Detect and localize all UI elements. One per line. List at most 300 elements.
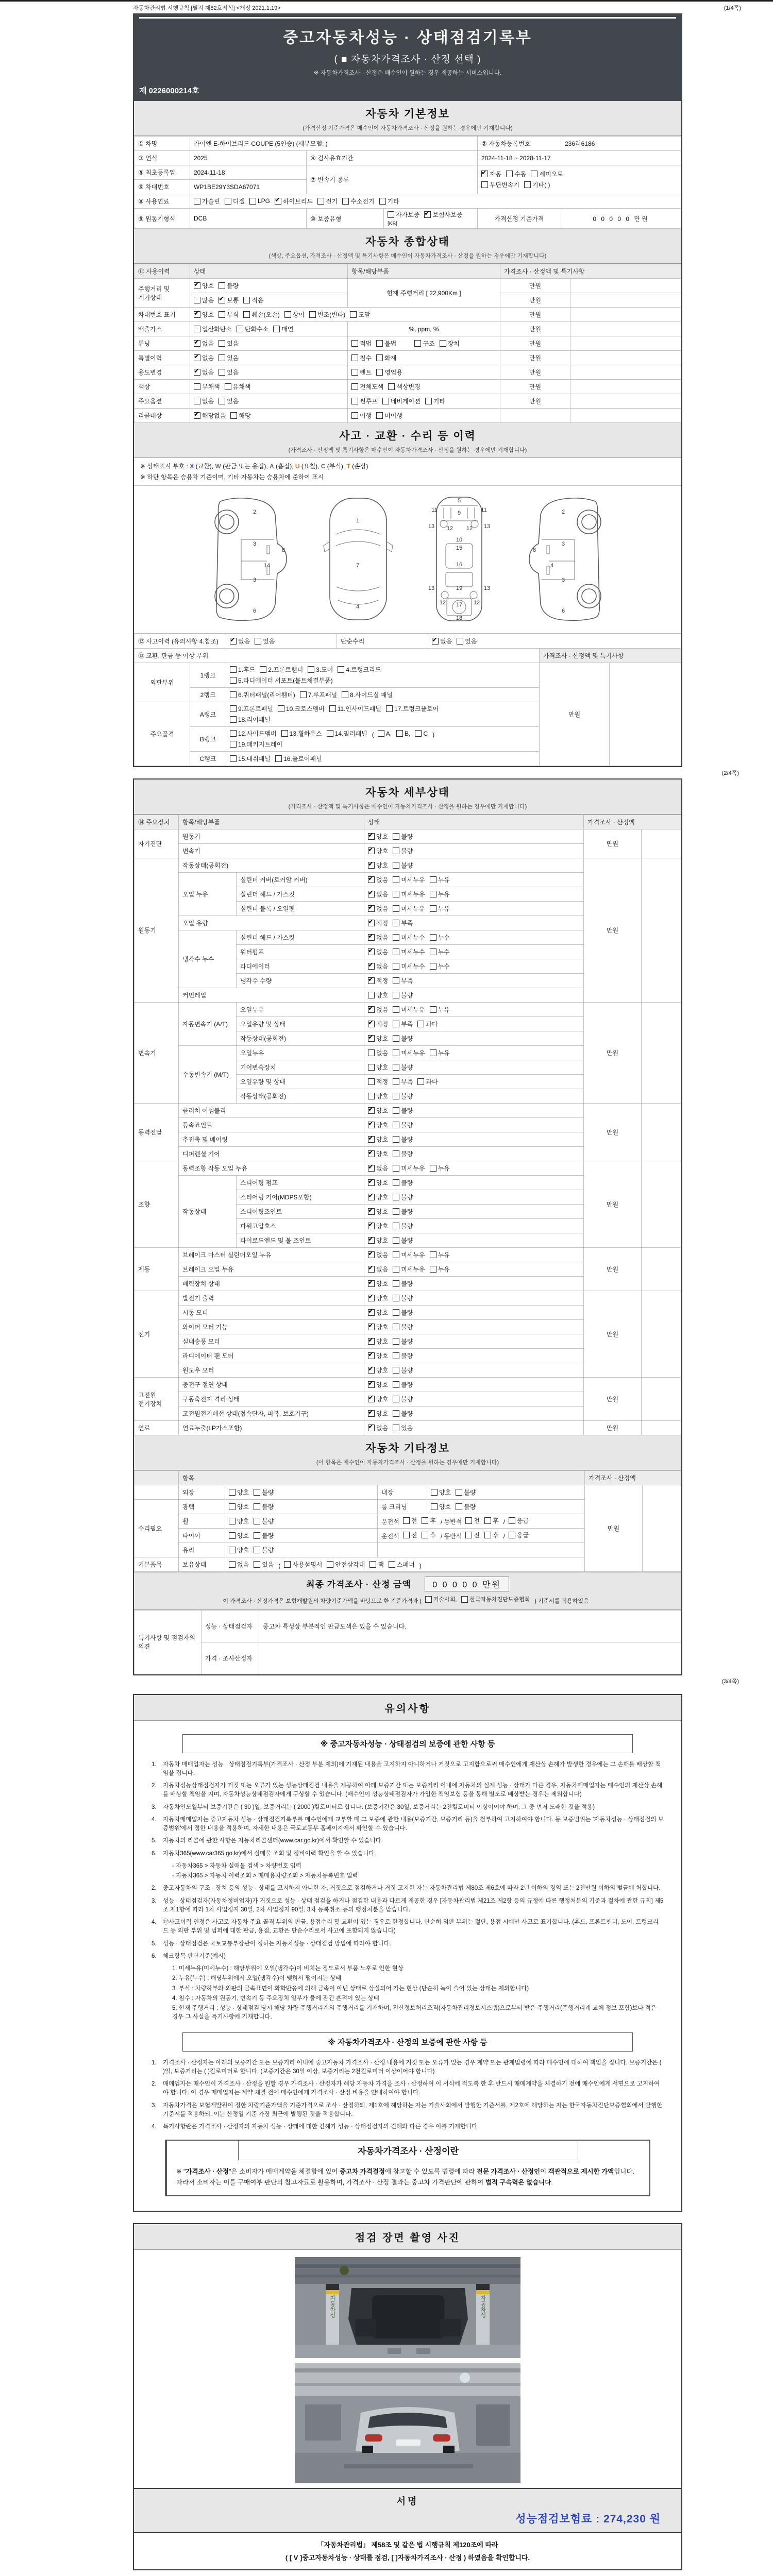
text-token: / bbox=[503, 1533, 505, 1540]
text-segment: A bbox=[270, 463, 274, 470]
checkbox-구조[interactable]: 구조 bbox=[414, 339, 434, 348]
checkbox-5.라디에이터 서포트(볼트체결부품)[interactable]: 5.라디에이터 서포트(볼트체결부품) bbox=[230, 676, 333, 685]
checkbox-불량[interactable]: 불량 bbox=[393, 1063, 413, 1072]
checkbox-이행[interactable]: 이행 bbox=[351, 411, 372, 420]
checkbox-누유[interactable]: 누유 bbox=[430, 1048, 450, 1057]
checkbox-양호[interactable]: ✔ 양호 bbox=[368, 846, 388, 855]
rank-label: A랭크 bbox=[190, 702, 226, 727]
checkbox-9.프론트패널[interactable]: 9.프론트패널 bbox=[230, 704, 273, 713]
checkbox-후[interactable]: 후 bbox=[422, 1516, 436, 1525]
diagram-number: 10 bbox=[456, 537, 462, 543]
wheel-position-checks bbox=[378, 1514, 585, 1529]
checkbox-양호[interactable]: ✔ 양호 bbox=[368, 1149, 388, 1158]
column-header: 상태 bbox=[364, 815, 584, 829]
checkbox-box bbox=[368, 1194, 375, 1200]
text-segment: T bbox=[346, 463, 350, 470]
checkbox-양호[interactable]: ✔ 양호 bbox=[368, 861, 388, 870]
diagram-number: 4 bbox=[356, 604, 359, 610]
checkbox-box bbox=[414, 340, 421, 347]
checkbox-부족[interactable]: 부족 bbox=[393, 1077, 413, 1086]
item-label: 시동 모터 bbox=[179, 1306, 364, 1320]
item-label: 윈도우 모터 bbox=[179, 1363, 364, 1378]
checkbox-box bbox=[254, 1561, 260, 1568]
text-segment: 법적 구속력은 없습니다 bbox=[485, 2178, 551, 2186]
checkbox-10.크로스멤버[interactable]: 10.크로스멤버 bbox=[278, 704, 325, 713]
text-segment: C bbox=[321, 463, 326, 470]
text-segment: (손상) bbox=[350, 463, 368, 470]
checkbox-불량[interactable]: 불량 bbox=[254, 1488, 274, 1497]
remark-cell bbox=[570, 336, 681, 351]
checkbox-불량[interactable]: 불량 bbox=[393, 1135, 413, 1144]
checkbox-11.인사이드패널[interactable]: 11.인사이드패널 bbox=[329, 704, 381, 713]
checkbox-불량[interactable]: 불량 bbox=[456, 1502, 476, 1511]
checkbox-없음[interactable]: ✔ 없음 bbox=[368, 875, 388, 884]
checkbox-미세누유[interactable]: 미세누유 bbox=[393, 1048, 425, 1057]
options-checks bbox=[190, 394, 348, 409]
checkbox-box bbox=[456, 1503, 462, 1510]
checkbox-전[interactable]: 전 bbox=[465, 1516, 480, 1525]
checkbox-누유[interactable]: 누유 bbox=[430, 1164, 450, 1173]
frame-group-label: 주요골격 bbox=[135, 702, 190, 766]
checkbox-일산화탄소[interactable]: 일산화탄소 bbox=[194, 325, 232, 333]
checkbox-하이브리드[interactable]: ✔ 하이브리드 bbox=[275, 197, 313, 206]
checkbox-누유[interactable]: 누유 bbox=[430, 890, 450, 899]
item-label: 워터펌프 bbox=[237, 945, 364, 959]
checkbox-box bbox=[237, 326, 243, 332]
warranty-type-checks bbox=[384, 209, 478, 229]
checkbox-침수[interactable]: 침수 bbox=[351, 353, 372, 362]
checkbox-양호[interactable]: 양호 bbox=[368, 1063, 388, 1072]
checkbox-불량[interactable]: 불량 bbox=[393, 1279, 413, 1288]
state-checks bbox=[364, 1378, 584, 1392]
group-label bbox=[135, 1485, 179, 1500]
checkbox-전체도색[interactable]: 전체도색 bbox=[351, 382, 383, 391]
checkbox-영업용[interactable]: 영업용 bbox=[376, 368, 402, 377]
checkbox-후[interactable]: 후 bbox=[422, 1531, 436, 1539]
diagram-number: 13 bbox=[483, 585, 490, 591]
checkbox-양호[interactable]: 양호 bbox=[229, 1531, 249, 1540]
final-price-label: 최종 가격조사 · 산정 금액 bbox=[306, 1580, 411, 1589]
checkbox-무채색[interactable]: 무채색 bbox=[194, 382, 220, 391]
checkbox-과다[interactable]: 과다 bbox=[417, 1020, 438, 1028]
checkbox-색상변경[interactable]: 색상변경 bbox=[388, 382, 420, 391]
checkbox-무단변속기[interactable]: 무단변속기 bbox=[481, 180, 519, 189]
accident-history-checks bbox=[226, 634, 337, 649]
checkbox-미이행[interactable]: 미이행 bbox=[376, 411, 402, 420]
checkbox-가솔린[interactable]: 가솔린 bbox=[194, 197, 220, 206]
checkbox-불량[interactable]: 불량 bbox=[254, 1502, 274, 1511]
checkbox-도말[interactable]: 도말 bbox=[350, 310, 370, 319]
checkbox-C[interactable]: C bbox=[415, 730, 428, 737]
checkbox-불량[interactable]: 불량 bbox=[393, 1121, 413, 1129]
checkbox-box bbox=[368, 1237, 375, 1244]
checkbox-미세누유[interactable]: 미세누유 bbox=[393, 1005, 425, 1014]
diagram-number: 1 bbox=[356, 518, 359, 524]
checkbox-8.사이드실 패널[interactable]: 8.사이드실 패널 bbox=[342, 690, 393, 699]
checkbox-많음[interactable]: 많음 bbox=[194, 296, 214, 304]
checkbox-전[interactable]: 전 bbox=[403, 1516, 417, 1525]
remark-cell bbox=[642, 1161, 681, 1248]
checkbox-있음[interactable]: 있음 bbox=[255, 637, 275, 646]
checkbox-box bbox=[327, 1561, 333, 1568]
checkbox-없음[interactable]: ✔ 없음 bbox=[368, 904, 388, 913]
checkbox-box bbox=[393, 1150, 399, 1157]
checkbox-없음[interactable]: ✔ 없음 bbox=[368, 1250, 388, 1259]
checkbox-불량[interactable]: 불량 bbox=[393, 1323, 413, 1331]
checkbox-2.프론트휀더[interactable]: 2.프론트휀더 bbox=[260, 665, 303, 674]
checkbox-양호[interactable]: 양호 bbox=[368, 991, 388, 999]
notice-item-text: 자동차 매매업자는 성능 · 상태점검기록부(가격조사 · 산정 부분 제외)에 기재된 내용을 고지하지 아니하거나 거짓으로 고지함으로써 매수인에게 재산상 손해가 발생한 경우에는 그 손해를 배상할 책임을 집니다. bbox=[163, 1761, 661, 1776]
checkbox-양호[interactable]: 양호 bbox=[229, 1502, 249, 1511]
checkbox-불량[interactable]: 불량 bbox=[393, 1222, 413, 1230]
checkbox-불량[interactable]: 불량 bbox=[393, 1149, 413, 1158]
checkbox-전[interactable]: 전 bbox=[403, 1531, 417, 1539]
checkbox-box bbox=[393, 848, 399, 854]
remark-cell bbox=[570, 365, 681, 380]
checkbox-19.패키지트레이[interactable]: 19.패키지트레이 bbox=[230, 740, 282, 749]
checkbox-없음[interactable]: ✔ 없음 bbox=[230, 637, 250, 646]
checkbox-box bbox=[254, 1489, 260, 1496]
checkbox-누유[interactable]: 누유 bbox=[430, 875, 450, 884]
checkbox-3.도어[interactable]: 3.도어 bbox=[308, 665, 333, 674]
checkbox-미세누유[interactable]: 미세누유 bbox=[393, 904, 425, 913]
checkbox-변조(변타)[interactable]: 변조(변타) bbox=[309, 310, 345, 319]
checkbox-누수[interactable]: 누수 bbox=[430, 962, 450, 971]
checkbox-양호[interactable]: ✔ 양호 bbox=[368, 1222, 388, 1230]
checkbox-불량[interactable]: 불량 bbox=[393, 1106, 413, 1115]
checkbox-부족[interactable]: 부족 bbox=[393, 919, 413, 927]
checkbox-불량[interactable]: 불량 bbox=[393, 1337, 413, 1346]
checkbox-보통[interactable]: ✔ 보통 bbox=[219, 296, 239, 304]
checkbox-양호[interactable]: ✔ 양호 bbox=[368, 1409, 388, 1418]
checkbox-누수[interactable]: 누수 bbox=[430, 933, 450, 942]
checkbox-양호[interactable]: ✔ 양호 bbox=[194, 281, 214, 290]
checkbox-네비게이션[interactable]: 네비게이션 bbox=[382, 397, 421, 405]
checkbox-자동[interactable]: ✔ 자동 bbox=[481, 170, 501, 178]
checkbox-15.대쉬패널[interactable]: 15.대쉬패널 bbox=[230, 754, 271, 763]
checkbox-불량[interactable]: 불량 bbox=[393, 1236, 413, 1245]
notice-item bbox=[152, 1884, 664, 1893]
checkbox-없음[interactable]: ✔ 없음 bbox=[368, 1423, 388, 1432]
checkbox-있음[interactable]: 있음 bbox=[219, 339, 239, 348]
state-checks bbox=[364, 1205, 584, 1219]
checkbox-불법[interactable]: 불법 bbox=[376, 339, 396, 348]
price-cell: 만원 bbox=[500, 380, 570, 394]
checkbox-미세누유[interactable]: 미세누유 bbox=[393, 1265, 425, 1274]
checkbox-없음[interactable]: ✔ 없음 bbox=[194, 339, 214, 348]
checkbox-해당[interactable]: 해당 bbox=[230, 411, 250, 420]
checkbox-box bbox=[243, 311, 250, 318]
checkbox-기타[interactable]: 기타 bbox=[425, 397, 445, 405]
checkbox-불량[interactable]: 불량 bbox=[393, 1178, 413, 1187]
checkbox-양호[interactable]: 양호 bbox=[229, 1546, 249, 1554]
notice-item bbox=[152, 1940, 664, 1948]
checkbox-있음[interactable]: 있음 bbox=[219, 353, 239, 362]
checkbox-불량[interactable]: 불량 bbox=[393, 1351, 413, 1360]
checkbox-불량[interactable]: 불량 bbox=[393, 846, 413, 855]
checkbox-양호[interactable]: ✔ 양호 bbox=[368, 1395, 388, 1403]
checkbox-부족[interactable]: 부족 bbox=[393, 976, 413, 985]
checkbox-있음[interactable]: 있음 bbox=[393, 1423, 413, 1432]
checkbox-훼손(오손)[interactable]: 훼손(오손) bbox=[243, 310, 279, 319]
checkbox-양호[interactable]: ✔ 양호 bbox=[368, 1279, 388, 1288]
checkbox-양호[interactable]: ✔ 양호 bbox=[368, 1294, 388, 1302]
checkbox-불량[interactable]: 불량 bbox=[393, 1294, 413, 1302]
checkbox-있음[interactable]: 있음 bbox=[457, 637, 477, 646]
checkbox-있음[interactable]: 있음 bbox=[254, 1560, 274, 1569]
checkbox-6.쿼터패널(리어휀더)[interactable]: 6.쿼터패널(리어휀더) bbox=[230, 690, 295, 699]
checkbox-box bbox=[351, 383, 358, 390]
checkbox-세미오토[interactable]: 세미오토 bbox=[531, 170, 563, 178]
checkbox-전[interactable]: 전 bbox=[465, 1531, 480, 1539]
checkbox-양호[interactable]: ✔ 양호 bbox=[194, 310, 214, 319]
checkbox-부족[interactable]: 부족 bbox=[393, 1020, 413, 1028]
checkbox-불량[interactable]: 불량 bbox=[393, 1193, 413, 1201]
checkbox-16.플로어패널[interactable]: 16.플로어패널 bbox=[275, 754, 322, 763]
checkbox-양호[interactable]: ✔ 양호 bbox=[368, 1034, 388, 1043]
checkbox-미세누수[interactable]: 미세누수 bbox=[393, 962, 425, 971]
checkbox-없음[interactable]: 없음 bbox=[229, 1560, 249, 1569]
checkbox-기술사회,[interactable]: 기술사회, bbox=[425, 1595, 457, 1603]
checkbox-장치[interactable]: 장치 bbox=[440, 339, 460, 348]
checkbox-양호[interactable]: ✔ 양호 bbox=[368, 1178, 388, 1187]
text-token: / 동반석 bbox=[440, 1518, 462, 1526]
state-checks bbox=[364, 858, 584, 873]
checkbox-수소전기[interactable]: 수소전기 bbox=[342, 197, 374, 206]
checkbox-양호[interactable]: ✔ 양호 bbox=[368, 1193, 388, 1201]
state-checks bbox=[364, 930, 584, 945]
checkbox-없음[interactable]: 없음 bbox=[194, 397, 214, 405]
text-segment: (부식), bbox=[325, 463, 347, 470]
checkbox-후[interactable]: 후 bbox=[484, 1516, 499, 1525]
checkbox-썬루프[interactable]: 썬루프 bbox=[351, 397, 378, 405]
checkbox-불량[interactable]: 불량 bbox=[393, 1366, 413, 1375]
item-label: 스티어링조인트 bbox=[237, 1205, 364, 1219]
definition-box-title: 자동차가격조사 · 산정이란 bbox=[238, 2140, 578, 2160]
checkbox-4.트렁크리드[interactable]: 4.트렁크리드 bbox=[338, 665, 381, 674]
text-segment: U bbox=[295, 463, 300, 470]
checkbox-box bbox=[417, 1021, 424, 1027]
checkbox-14.필러패널[interactable]: 14.필러패널 bbox=[327, 729, 367, 738]
checkbox-불량[interactable]: 불량 bbox=[393, 1395, 413, 1403]
diagram-number: 8 bbox=[281, 547, 285, 553]
state-checks bbox=[364, 988, 584, 1003]
price-cell: 만원 bbox=[500, 365, 570, 380]
checkbox-적정[interactable]: 적정 bbox=[368, 1077, 388, 1086]
checkbox-있음[interactable]: 있음 bbox=[219, 368, 239, 377]
checkbox-한국자동차진단보증협회[interactable]: 한국자동차진단보증협회 bbox=[461, 1595, 530, 1603]
checkbox-불량[interactable]: 불량 bbox=[393, 991, 413, 999]
remark-cell bbox=[643, 1485, 681, 1572]
checkbox-box bbox=[393, 1223, 399, 1229]
checkbox-적정[interactable]: ✔ 적정 bbox=[368, 919, 388, 927]
checkbox-없음[interactable]: 없음 bbox=[368, 1048, 388, 1057]
state-checks bbox=[364, 1118, 584, 1132]
checkbox-box bbox=[219, 282, 225, 289]
checkbox-스패너[interactable]: 스패너 bbox=[389, 1560, 415, 1569]
checkbox-수동[interactable]: 수동 bbox=[506, 170, 526, 178]
checkbox-보험사보증[interactable]: ✔ 보험사보증 bbox=[424, 210, 462, 219]
checkbox-잭[interactable]: 잭 bbox=[369, 1560, 384, 1569]
checkbox-양호[interactable]: ✔ 양호 bbox=[368, 1351, 388, 1360]
checkbox-불량[interactable]: 불량 bbox=[219, 281, 239, 290]
emission-checks bbox=[190, 322, 348, 336]
checkbox-box bbox=[424, 211, 431, 218]
checkbox-양호[interactable]: ✔ 양호 bbox=[368, 1308, 388, 1317]
checkbox-불량[interactable]: 불량 bbox=[393, 861, 413, 870]
checkbox-box bbox=[457, 638, 463, 645]
checkbox-없음[interactable]: ✔ 없음 bbox=[368, 1005, 388, 1014]
checkbox-상이[interactable]: 상이 bbox=[284, 310, 305, 319]
checkbox-box bbox=[432, 638, 439, 645]
state-checks bbox=[364, 1363, 584, 1378]
car-side-right-diagram bbox=[523, 494, 611, 624]
checkbox-불량[interactable]: 불량 bbox=[456, 1488, 476, 1497]
checkbox-양호[interactable]: 양호 bbox=[229, 1517, 249, 1526]
checkbox-box bbox=[219, 311, 225, 318]
checkbox-미세누수[interactable]: 미세누수 bbox=[393, 933, 425, 942]
checkbox-해당없음[interactable]: ✔ 해당없음 bbox=[194, 411, 226, 420]
rank-label: B랭크 bbox=[190, 727, 226, 752]
checkbox-사용설명서[interactable]: 사용설명서 bbox=[284, 1560, 322, 1569]
checkbox-불량[interactable]: 불량 bbox=[393, 1092, 413, 1100]
checkbox-18.리어패널[interactable]: 18.리어패널 bbox=[230, 715, 271, 724]
special-detail-checks bbox=[348, 351, 500, 365]
checkbox-A,[interactable]: A, bbox=[378, 730, 392, 737]
checkbox-양호[interactable]: ✔ 양호 bbox=[368, 1323, 388, 1331]
checkbox-13.휠하우스[interactable]: 13.휠하우스 bbox=[281, 729, 322, 738]
notice-title: 유의사항 bbox=[134, 1695, 681, 1721]
checkbox-응급[interactable]: 응급 bbox=[509, 1516, 529, 1525]
checkbox-없음[interactable]: ✔ 없음 bbox=[368, 1164, 388, 1173]
checkbox-box bbox=[194, 198, 200, 205]
checkbox-기타( )[interactable]: 기타( ) bbox=[524, 180, 550, 189]
checkbox-양호[interactable]: 양호 bbox=[431, 1488, 451, 1497]
checkbox-디젤[interactable]: 디젤 bbox=[225, 197, 245, 206]
checkbox-탄화수소[interactable]: 탄화수소 bbox=[237, 325, 268, 333]
checkbox-양호[interactable]: 양호 bbox=[229, 1488, 249, 1497]
field-label: ⑩ 보증유형 bbox=[307, 209, 384, 229]
basic-info-note: (가격산정 기준가격은 매수인이 자동차가격조사 · 산정을 원하는 경우에만 기재합니다) bbox=[303, 125, 513, 131]
checkbox-없음[interactable]: ✔ 없음 bbox=[368, 890, 388, 899]
checkbox-양호[interactable]: 양호 bbox=[368, 1092, 388, 1100]
checkbox-LPG[interactable]: LPG bbox=[249, 197, 270, 205]
checkbox-자가보증[interactable]: 자가보증 bbox=[388, 210, 419, 219]
row-label: 튜닝 bbox=[135, 336, 190, 351]
checkbox-양호[interactable]: 양호 bbox=[431, 1502, 451, 1511]
checkbox-누유[interactable]: 누유 bbox=[430, 904, 450, 913]
checkbox-불량[interactable]: 불량 bbox=[393, 1034, 413, 1043]
checkbox-17.트렁크플로어[interactable]: 17.트렁크플로어 bbox=[386, 704, 439, 713]
checkbox-없음[interactable]: ✔ 없음 bbox=[368, 947, 388, 956]
checkbox-없음[interactable]: ✔ 없음 bbox=[194, 368, 214, 377]
checkbox-적법[interactable]: 적법 bbox=[351, 339, 372, 348]
checkbox-안전삼각대[interactable]: 안전삼각대 bbox=[327, 1560, 365, 1569]
checkbox-12.사이드멤버[interactable]: 12.사이드멤버 bbox=[230, 729, 277, 738]
field-label: ⑨ 원동기형식 bbox=[135, 209, 190, 229]
checkbox-기타[interactable]: 기타 bbox=[379, 197, 399, 206]
panel-section-label: ⑬ 교환, 판금 등 이상 부위 bbox=[135, 649, 540, 663]
checkbox-적음[interactable]: 적음 bbox=[243, 296, 263, 304]
checkbox-누유[interactable]: 누유 bbox=[430, 1250, 450, 1259]
checkbox-없음[interactable]: ✔ 없음 bbox=[368, 1265, 388, 1274]
checkbox-box bbox=[425, 1596, 432, 1603]
car-top-diagram bbox=[321, 494, 395, 624]
checkbox-불량[interactable]: 불량 bbox=[393, 1380, 413, 1389]
checkbox-양호[interactable]: ✔ 양호 bbox=[368, 1380, 388, 1389]
checkbox-유채색[interactable]: 유채색 bbox=[225, 382, 251, 391]
checkbox-box bbox=[376, 340, 383, 347]
checkbox-미세누유[interactable]: 미세누유 bbox=[393, 1164, 425, 1173]
checkbox-부식[interactable]: 부식 bbox=[219, 310, 239, 319]
checkbox-box bbox=[376, 369, 383, 376]
checkbox-box bbox=[368, 1078, 375, 1085]
checkbox-미세누유[interactable]: 미세누유 bbox=[393, 890, 425, 899]
checkbox-box bbox=[351, 412, 358, 419]
checkbox-box bbox=[393, 934, 399, 941]
checkbox-양호[interactable]: ✔ 양호 bbox=[368, 832, 388, 841]
checkbox-누유[interactable]: 누유 bbox=[430, 1005, 450, 1014]
checkbox-없음[interactable]: ✔ 없음 bbox=[194, 353, 214, 362]
checkbox-적정[interactable]: ✔ 적정 bbox=[368, 976, 388, 985]
checkbox-누유[interactable]: 누유 bbox=[430, 1265, 450, 1274]
checkbox-양호[interactable]: ✔ 양호 bbox=[368, 1236, 388, 1245]
checkbox-box bbox=[230, 666, 237, 673]
checkbox-렌트[interactable]: 렌트 bbox=[351, 368, 372, 377]
panel-price-cell: 만원 bbox=[540, 663, 610, 766]
checkbox-불량[interactable]: 불량 bbox=[254, 1517, 274, 1526]
checkbox-양호[interactable]: ✔ 양호 bbox=[368, 1337, 388, 1346]
checkbox-있음[interactable]: 있음 bbox=[219, 397, 239, 405]
checkbox-양호[interactable]: ✔ 양호 bbox=[368, 1207, 388, 1216]
checkbox-양호[interactable]: ✔ 양호 bbox=[368, 1366, 388, 1375]
checkbox-양호[interactable]: ✔ 양호 bbox=[368, 1135, 388, 1144]
checkbox-없음[interactable]: ✔ 없음 bbox=[368, 962, 388, 971]
checkbox-없음[interactable]: ✔ 없음 bbox=[432, 637, 452, 646]
checkbox-과다[interactable]: 과다 bbox=[417, 1077, 438, 1086]
checkbox-미세누수[interactable]: 미세누수 bbox=[393, 947, 425, 956]
checkbox-불량[interactable]: 불량 bbox=[254, 1546, 274, 1554]
checkbox-1.후드[interactable]: 1.후드 bbox=[230, 665, 255, 674]
checkbox-양호[interactable]: ✔ 양호 bbox=[368, 1106, 388, 1115]
checkbox-없음[interactable]: ✔ 없음 bbox=[368, 933, 388, 942]
checkbox-미세누유[interactable]: 미세누유 bbox=[393, 875, 425, 884]
checkbox-불량[interactable]: 불량 bbox=[254, 1531, 274, 1540]
checkbox-box bbox=[219, 369, 225, 376]
checkbox-B,[interactable]: B, bbox=[396, 730, 410, 737]
checkbox-box bbox=[230, 691, 237, 698]
checkbox-매연[interactable]: 매연 bbox=[273, 325, 293, 333]
checkbox-적정[interactable]: ✔ 적정 bbox=[368, 1020, 388, 1028]
checkbox-불량[interactable]: 불량 bbox=[393, 1308, 413, 1317]
checkbox-응급[interactable]: 응급 bbox=[509, 1531, 529, 1539]
checkbox-화재[interactable]: 화재 bbox=[376, 353, 396, 362]
checkbox-불량[interactable]: 불량 bbox=[393, 832, 413, 841]
checkbox-양호[interactable]: ✔ 양호 bbox=[368, 1121, 388, 1129]
checkbox-미세누유[interactable]: 미세누유 bbox=[393, 1250, 425, 1259]
checkbox-불량[interactable]: 불량 bbox=[393, 1409, 413, 1418]
footer-line2: ( [ V ]중고자동차성능 · 상태를 점검, [ ]자동차가격조사 · 산정 ) 하였음을 확인합니다. bbox=[285, 2553, 530, 2562]
diagram-number: 16 bbox=[456, 562, 462, 568]
checkbox-7.루프패널[interactable]: 7.루프패널 bbox=[300, 690, 337, 699]
checkbox-box bbox=[194, 311, 200, 318]
row-label: 배출가스 bbox=[135, 322, 190, 336]
price-cell: 만원 bbox=[500, 322, 570, 336]
checkbox-불량[interactable]: 불량 bbox=[393, 1207, 413, 1216]
checkbox-누수[interactable]: 누수 bbox=[430, 947, 450, 956]
checkbox-후[interactable]: 후 bbox=[484, 1531, 499, 1539]
checkbox-전기[interactable]: 전기 bbox=[317, 197, 338, 206]
